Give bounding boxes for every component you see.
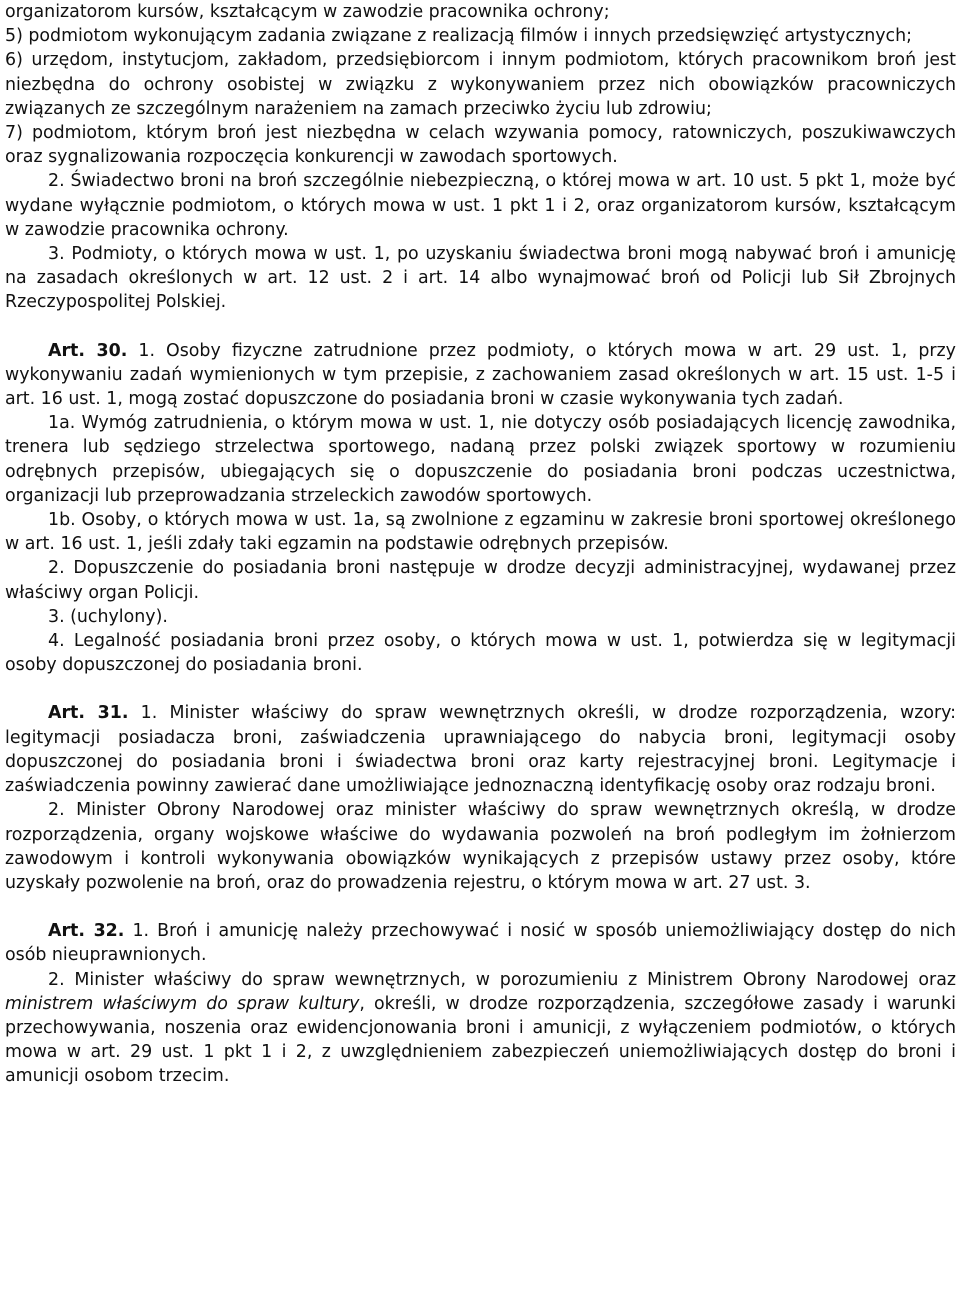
list-item-7: 7) podmiotom, którym broń jest niezbędna w celach wzywania pomocy, ratowniczych, poszukiwawczych oraz sygnalizowania rozpoczęcia konkurencji w zawodach sportowych.: [5, 123, 956, 168]
art31-label: Art. 31.: [48, 703, 129, 724]
list-item-6: 6) urzędom, instytucjom, zakładom, przedsiębiorcom i innym podmiotom, których pracownikom broń jest niezbędna do ochrony osobistej w związku z wykonywaniem przez nich obowiązków pracowniczych związanych ze szczególnym narażeniem na zamach przeciwko życiu lub zdrowiu;: [5, 50, 956, 119]
art32-p2-italic-text: ministrem właściwym do spraw kultury: [5, 993, 360, 1014]
art31-p1-text: 1. Minister właściwy do spraw wewnętrznych określi, w drodze rozporządzenia, wzory: legitymacji posiadacza broni, zaświadczenia uprawniającego do nabycia broni, legitymacji osoby dopuszczonej do posiadania broni i świadectwa broni oraz karty rejestracyjnej broni. Legitymacje i zaświadczenia powinny zawierać dane umożliwiające jednoznaczną identyfikację osoby oraz rodzaju broni.: [5, 703, 957, 797]
section-gap: [5, 315, 956, 339]
section-gap: [5, 677, 956, 701]
art32-paragraph-1: [5, 919, 956, 967]
art30-paragraph-1: [5, 339, 956, 412]
section-gap: [5, 895, 956, 919]
art31-paragraph-2: 2. Minister Obrony Narodowej oraz minister właściwy do spraw wewnętrznych określą, w drodze rozporządzenia, organy wojskowe właściwe do wydawania pozwoleń na broń podległym im żołnierzom zawodowym i kontroli wykonywania obowiązków wynikających z przepisów ustawy przez osoby, które uzyskały pozwolenie na broń, oraz do prowadzenia rejestru, o którym mowa w art. 27 ust. 3.: [5, 800, 956, 893]
art30-p1-text: 1. Osoby fizyczne zatrudnione przez podmioty, o których mowa w art. 29 ust. 1, przy wykonywaniu zadań wymienionych w tym przepisie, z zachowaniem zasad określonych w art. 15 ust. 1-5 i art. 16 ust. 1, mogą zostać dopuszczone do posiadania broni w czasie wykonywania tych zadań.: [5, 340, 956, 410]
art30-paragraph-4: 4. Legalność posiadania broni przez osoby, o których mowa w ust. 1, potwierdza się w legitymacji osoby dopuszczonej do posiadania broni.: [5, 631, 956, 676]
art30-label: Art. 30.: [48, 340, 128, 361]
art30-paragraph-1a: 1a. Wymóg zatrudnienia, o którym mowa w ust. 1, nie dotyczy osób posiadających licencję zawodnika, trenera lub sędziego strzelectwa sportowego, nadaną przez polski związek sportowy w rozumieniu odrębnych przepisów, ubiegających się o dopuszczenie do posiadania broni podczas uczestnictwa, organizacji lub przeprowadzania strzeleckich zawodów sportowych.: [5, 413, 956, 506]
list-item-continuation: organizatorom kursów, kształcącym w zawodzie pracownika ochrony;: [5, 2, 610, 22]
art29-paragraph-3: 3. Podmioty, o których mowa w ust. 1, po uzyskaniu świadectwa broni mogą nabywać broń i amunicję na zasadach określonych w art. 12 ust. 2 i art. 14 albo wynajmować broń od Policji lub Sił Zbrojnych Rzeczypospolitej Polskiej.: [5, 244, 956, 313]
art32-p2-text-after: , określi, w drodze rozporządzenia, szczegółowe zasady i warunki przechowywania, noszenia oraz ewidencjonowania broni i amunicji, z wyłączeniem podmiotów, o których mowa w art. 29 ust. 1 pkt 1 i 2, z uwzględnieniem zabezpieczeń uniemożliwiających dostęp do broni i amunicji osobom trzecim.: [5, 993, 956, 1087]
art32-label: Art. 32.: [48, 921, 125, 942]
art29-paragraph-2: 2. Świadectwo broni na broń szczególnie niebezpieczną, o której mowa w art. 10 ust. 5 pkt 1, może być wydane wyłącznie podmiotom, o których mowa w ust. 1 pkt 1 i 2, oraz organizatorom kursów, kształcącym w zawodzie pracownika ochrony.: [5, 171, 956, 240]
art32-p2-text-before: 2. Minister właściwy do spraw wewnętrznych, w porozumieniu z Ministrem Obrony Narodowej oraz: [48, 969, 956, 990]
art30-paragraph-2: 2. Dopuszczenie do posiadania broni następuje w drodze decyzji administracyjnej, wydawanej przez właściwy organ Policji.: [5, 558, 956, 603]
art32-paragraph-2: [5, 968, 956, 1089]
art31-paragraph-1: [5, 701, 956, 798]
art30-paragraph-3: 3. (uchylony).: [48, 606, 168, 627]
art32-p1-text: 1. Broń i amunicję należy przechowywać i nosić w sposób uniemożliwiający dostęp do nich osób nieuprawnionych.: [5, 921, 956, 966]
list-item-5: 5) podmiotom wykonującym zadania związane z realizacją filmów i innych przedsięwzięć artystycznych;: [5, 26, 913, 47]
art30-paragraph-1b: 1b. Osoby, o których mowa w ust. 1a, są zwolnione z egzaminu w zakresie broni sportowej określonego w art. 16 ust. 1, jeśli zdały taki egzamin na podstawie odrębnych przepisów.: [5, 510, 956, 555]
